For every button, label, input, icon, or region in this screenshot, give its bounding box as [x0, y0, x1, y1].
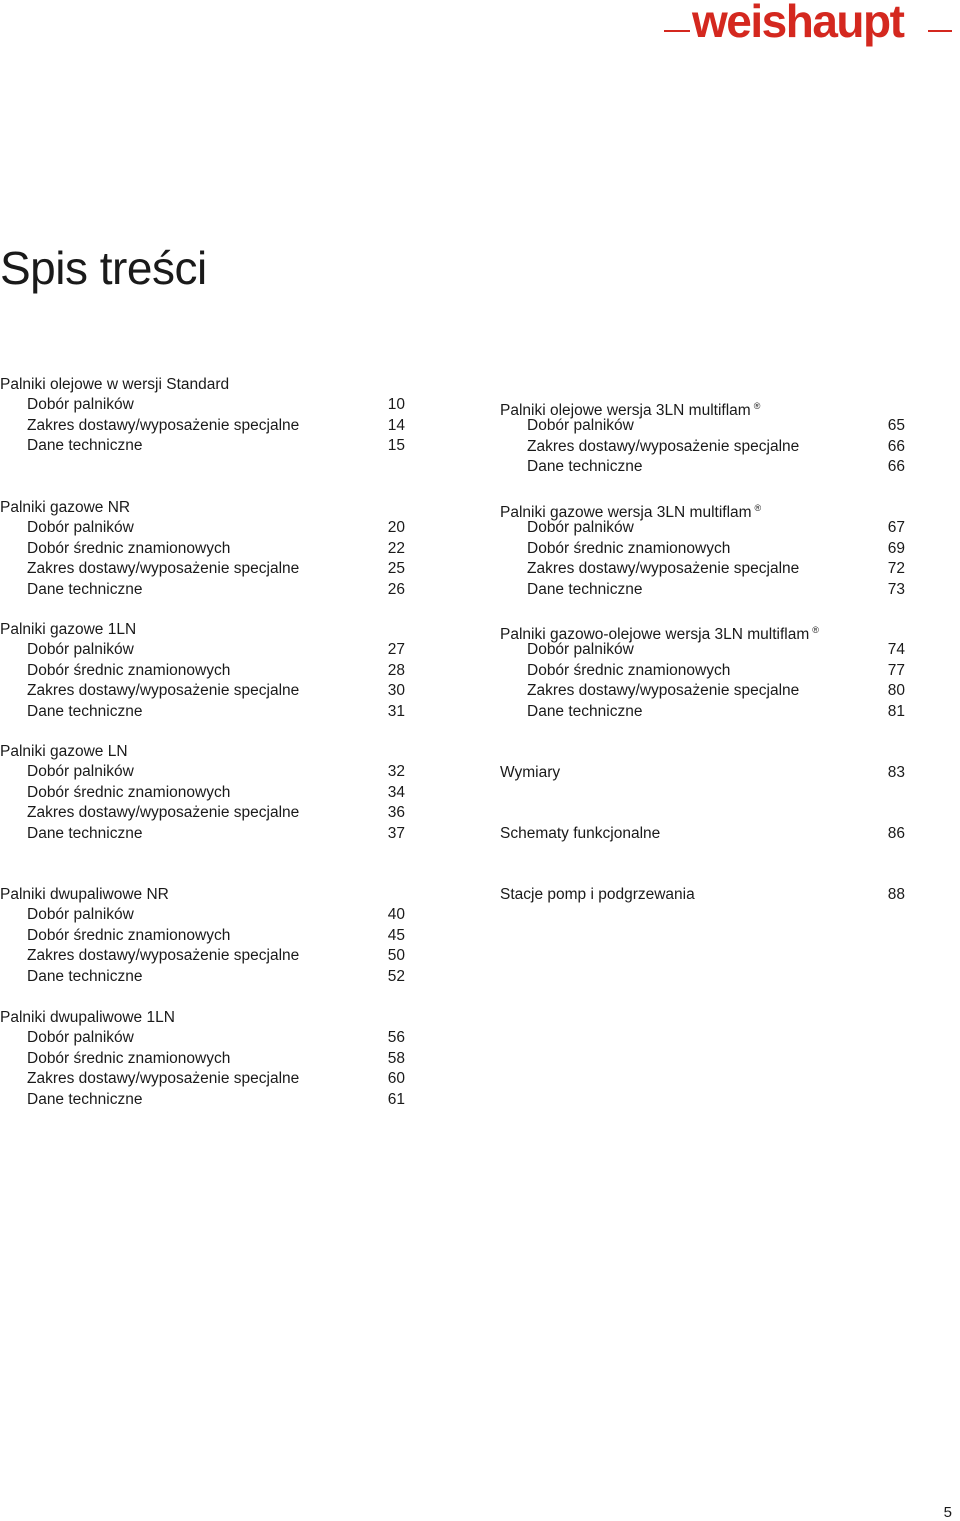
section-heading[interactable]: Stacje pomp i podgrzewania 88 [500, 886, 905, 903]
toc-entry[interactable]: Dobór palników 67 [527, 519, 905, 537]
toc-entry[interactable]: Dane techniczne 15 [27, 437, 405, 455]
toc-section-gas-nr [0, 498, 405, 600]
section-heading[interactable]: Palniki gazowe wersja 3LN multiflam ® [500, 503, 762, 522]
section-heading[interactable]: Palniki olejowe w wersji Standard [0, 376, 230, 393]
toc-entry[interactable]: Dobór średnic znamionowych 45 [27, 926, 405, 944]
section-heading[interactable]: Palniki dwupaliwowe NR [0, 886, 169, 903]
toc-entry[interactable]: Dobór palników 20 [27, 519, 405, 537]
toc-section-gas-ln [0, 742, 405, 844]
toc-section-pump-stations [500, 885, 905, 905]
logo-dash-left [664, 30, 690, 32]
section-heading[interactable]: Palniki dwupaliwowe 1LN [0, 1009, 175, 1026]
logo-dash-right [928, 30, 952, 32]
toc-section-dimensions [500, 763, 905, 783]
toc-entry[interactable]: Zakres dostawy/wyposażenie specjalne 30 [27, 682, 405, 700]
section-heading[interactable]: Palniki gazowo-olejowe wersja 3LN multiflam ® [500, 625, 819, 644]
toc-entry[interactable]: Zakres dostawy/wyposażenie specjalne 50 [27, 947, 405, 965]
toc-entry[interactable]: Dane techniczne 37 [27, 824, 405, 842]
toc-entry[interactable]: Zakres dostawy/wyposażenie specjalne 60 [27, 1070, 405, 1088]
toc-section-dual-1ln [0, 1008, 405, 1110]
toc-entry[interactable]: Zakres dostawy/wyposażenie specjalne 14 [27, 416, 405, 434]
toc-entry[interactable]: Dobór palników 27 [27, 641, 405, 659]
toc-section-oil-standard [0, 375, 405, 457]
toc-entry[interactable]: Dane techniczne 26 [27, 580, 405, 598]
toc-section-oil-3ln [500, 396, 905, 478]
logo-wordmark: weishaupt [692, 0, 904, 47]
toc-entry[interactable]: Dobór średnic znamionowych 22 [27, 539, 405, 557]
page-number: 5 [943, 1504, 952, 1521]
toc-entry[interactable]: Zakres dostawy/wyposażenie specjalne 36 [27, 804, 405, 822]
toc-entry[interactable]: Dane techniczne 52 [27, 967, 405, 985]
toc-entry[interactable]: Dobór palników 40 [27, 906, 405, 924]
toc-entry[interactable]: Dobór palników 56 [27, 1029, 405, 1047]
toc-entry[interactable]: Zakres dostawy/wyposażenie specjalne 80 [527, 682, 905, 700]
section-heading[interactable]: Schematy funkcjonalne 86 [500, 825, 905, 842]
toc-entry[interactable]: Dobór średnic znamionowych 58 [27, 1049, 405, 1067]
toc-section-dual-nr [0, 885, 405, 987]
section-heading[interactable]: Palniki olejowe wersja 3LN multiflam ® [500, 401, 761, 420]
toc-section-gas-oil-3ln [500, 620, 905, 722]
registered-mark: ® [812, 625, 819, 635]
toc-entry[interactable]: Dobór średnic znamionowych 28 [27, 661, 405, 679]
toc-section-gas-3ln [500, 498, 905, 600]
toc-entry[interactable]: Dane techniczne 31 [27, 702, 405, 720]
toc-section-gas-1ln [0, 620, 405, 722]
toc-entry[interactable]: Zakres dostawy/wyposażenie specjalne 66 [527, 437, 905, 455]
toc-entry[interactable]: Dane techniczne 81 [527, 702, 905, 720]
toc-entry[interactable]: Dobór średnic znamionowych 77 [527, 661, 905, 679]
toc-entry[interactable]: Dobór średnic znamionowych 34 [27, 783, 405, 801]
section-heading[interactable]: Palniki gazowe NR [0, 499, 131, 516]
toc-entry[interactable]: Dobór palników 10 [27, 396, 405, 414]
registered-mark: ® [753, 401, 761, 411]
toc-entry[interactable]: Dane techniczne 73 [527, 580, 905, 598]
toc-section-schematics [500, 824, 905, 844]
toc-entry[interactable]: Zakres dostawy/wyposażenie specjalne 72 [527, 560, 905, 578]
toc-entry[interactable]: Dobór palników 65 [527, 417, 905, 435]
toc-entry[interactable]: Dobór palników 74 [527, 641, 905, 659]
section-heading[interactable]: Wymiary 83 [500, 764, 905, 781]
section-heading[interactable]: Palniki gazowe LN [0, 743, 128, 760]
weishaupt-logo [664, 2, 954, 54]
section-heading[interactable]: Palniki gazowe 1LN [0, 621, 137, 638]
toc-entry[interactable]: Zakres dostawy/wyposażenie specjalne 25 [27, 560, 405, 578]
page-title: Spis treści [0, 242, 207, 294]
toc-entry[interactable]: Dobór palników 32 [27, 763, 405, 781]
registered-mark: ® [754, 503, 762, 513]
toc-entry[interactable]: Dobór średnic znamionowych 69 [527, 539, 905, 557]
toc-entry[interactable]: Dane techniczne 66 [527, 458, 905, 476]
toc-entry[interactable]: Dane techniczne 61 [27, 1090, 405, 1108]
